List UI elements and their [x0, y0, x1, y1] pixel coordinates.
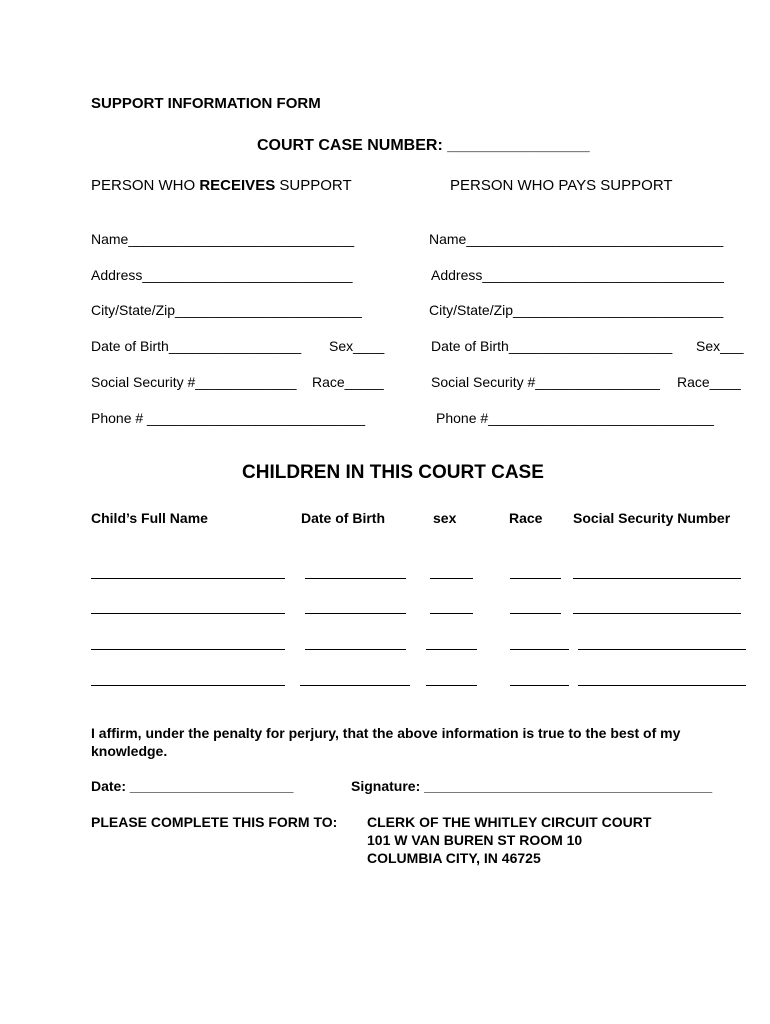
clerk-line-3: COLUMBIA CITY, IN 46725: [367, 850, 541, 866]
receiver-address-field[interactable]: Address___________________________: [91, 267, 353, 283]
child-2-dob-line[interactable]: [305, 613, 406, 614]
receiver-phone-field[interactable]: Phone # ____________________________: [91, 410, 366, 426]
clerk-line-1: CLERK OF THE WHITLEY CIRCUIT COURT: [367, 814, 652, 830]
column-header-race: Race: [509, 510, 543, 526]
child-2-ssn-line[interactable]: [573, 613, 741, 614]
payer-city-state-zip-field[interactable]: City/State/Zip___________________________: [429, 302, 724, 318]
clerk-line-2: 101 W VAN BUREN ST ROOM 10: [367, 832, 583, 848]
child-1-ssn-line[interactable]: [573, 578, 741, 579]
affirmation-text: I affirm, under the penalty for perjury, that the above information is true to the best of my knowledge.: [91, 725, 681, 759]
submit-label: PLEASE COMPLETE THIS FORM TO:: [91, 814, 338, 830]
date-field[interactable]: Date: _____________________: [91, 778, 294, 794]
children-heading: CHILDREN IN THIS COURT CASE: [242, 462, 544, 483]
child-4-race-line[interactable]: [510, 685, 569, 686]
receiver-heading-prefix: PERSON WHO: [91, 177, 200, 194]
payer-address-field[interactable]: Address_______________________________: [431, 267, 724, 283]
receiver-heading-bold: RECEIVES: [199, 177, 276, 194]
child-1-race-line[interactable]: [510, 578, 561, 579]
child-2-name-line[interactable]: [91, 613, 285, 614]
child-1-dob-line[interactable]: [305, 578, 406, 579]
payer-ssn-field[interactable]: Social Security #________________: [431, 374, 660, 390]
receiver-name-field[interactable]: Name_____________________________: [91, 231, 355, 247]
receiver-dob-field[interactable]: Date of Birth_________________: [91, 338, 302, 354]
child-1-sex-line[interactable]: [430, 578, 473, 579]
signature-field[interactable]: Signature: _____________________________________: [351, 778, 713, 794]
child-3-name-line[interactable]: [91, 649, 285, 650]
child-4-name-line[interactable]: [91, 685, 285, 686]
child-2-race-line[interactable]: [510, 613, 561, 614]
child-3-race-line[interactable]: [510, 649, 569, 650]
column-header-dob: Date of Birth: [301, 510, 385, 526]
child-1-name-line[interactable]: [91, 578, 285, 579]
child-2-sex-line[interactable]: [430, 613, 473, 614]
payer-phone-field[interactable]: Phone #_____________________________: [436, 410, 714, 426]
receiver-ssn-field[interactable]: Social Security #_____________: [91, 374, 297, 390]
payer-dob-field[interactable]: Date of Birth_____________________: [431, 338, 673, 354]
child-3-ssn-line[interactable]: [578, 649, 746, 650]
receiver-sex-field[interactable]: Sex____: [329, 338, 385, 354]
payer-sex-field[interactable]: Sex___: [696, 338, 744, 354]
column-header-child-name: Child’s Full Name: [91, 510, 208, 526]
child-4-sex-line[interactable]: [426, 685, 477, 686]
court-case-number-label: COURT CASE NUMBER: ________________: [257, 137, 590, 154]
receiver-heading-suffix: SUPPORT: [275, 177, 352, 194]
payer-name-field[interactable]: Name_________________________________: [429, 231, 724, 247]
child-4-dob-line[interactable]: [300, 685, 410, 686]
child-3-sex-line[interactable]: [426, 649, 477, 650]
receiver-heading: [91, 177, 352, 194]
child-4-ssn-line[interactable]: [578, 685, 746, 686]
payer-race-field[interactable]: Race____: [677, 374, 741, 390]
child-3-dob-line[interactable]: [305, 649, 406, 650]
column-header-sex: sex: [433, 510, 457, 526]
form-title: SUPPORT INFORMATION FORM: [91, 95, 321, 112]
payer-heading: PERSON WHO PAYS SUPPORT: [450, 177, 673, 194]
column-header-ssn: Social Security Number: [573, 510, 731, 526]
receiver-race-field[interactable]: Race_____: [312, 374, 384, 390]
receiver-city-state-zip-field[interactable]: City/State/Zip________________________: [91, 302, 362, 318]
